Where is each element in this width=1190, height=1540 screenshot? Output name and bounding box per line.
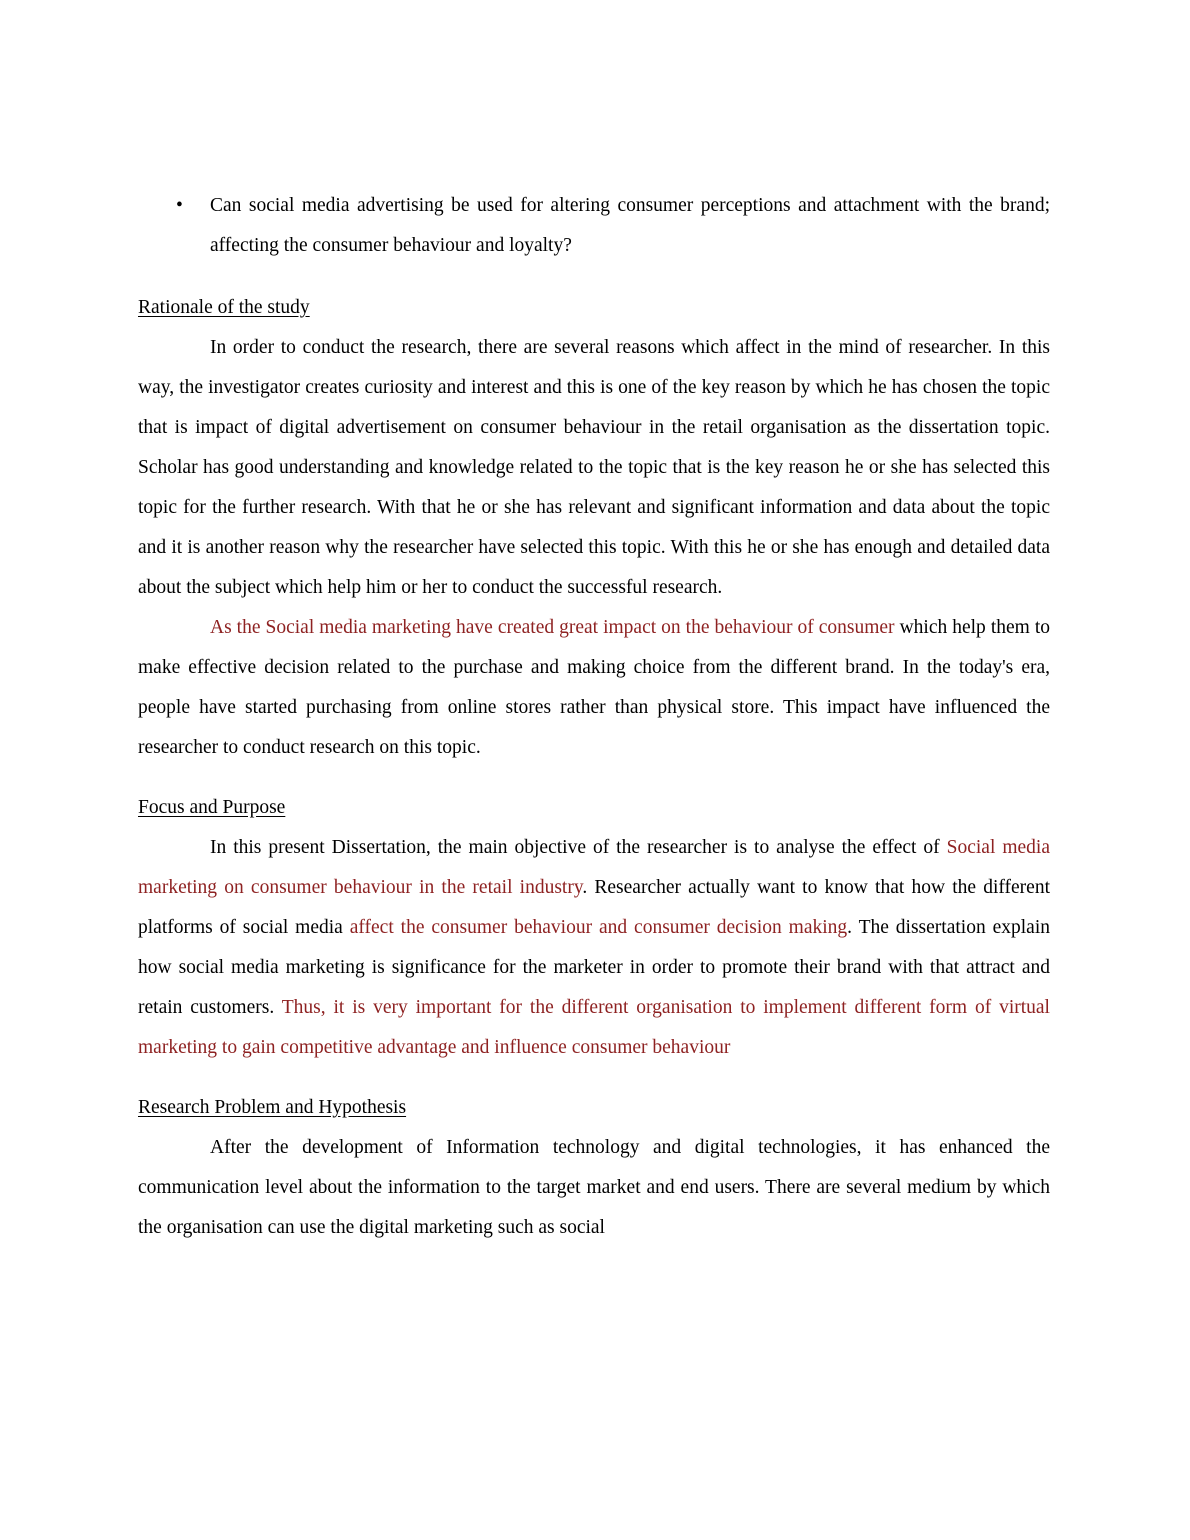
list-item: • Can social media advertising be used for altering consumer perceptions and attachment with the brand; affecting the consumer behaviour and loyalty? — [138, 186, 1050, 266]
paragraph-focus-1 — [138, 828, 1050, 1068]
research-question-list — [138, 186, 1050, 266]
paragraph-problem-1 — [138, 1128, 1050, 1248]
highlighted-text-run: Thus, it is very important for the different organisation to implement different form of virtual marketing to gain competitive advantage and influence consumer behaviour — [138, 997, 1050, 1058]
highlighted-text-run: As the Social media marketing have created great impact on the behaviour of consumer — [210, 617, 895, 638]
spacer — [138, 266, 1050, 268]
text-run: In this present Dissertation, the main objective of the researcher is to analyse the effect of — [210, 837, 947, 858]
text-run: . Researcher actually want to know that how the different platforms of social media — [138, 877, 1050, 938]
text-run: which help them to make effective decision related to the purchase and making choice from the different brand. In the today's era, people have started purchasing from online stores rather than physical store. This impact have influenced the researcher to conduct research on this topic. — [138, 617, 1050, 758]
text-run: In order to conduct the research, there are several reasons which affect in the mind of researcher. In this way, the investigator creates curiosity and interest and this is one of the key reason by which he has chosen the topic that is impact of digital advertisement on consumer behaviour in the retail organisation as the dissertation topic. Scholar has good understanding and knowledge related to the topic that is the key reason he or she has selected this topic for the further research. With that he or she has relevant and significant information and data about the topic and it is another reason why the researcher have selected this topic. With this he or she has enough and detailed data about the subject which help him or her to conduct the successful research. — [138, 337, 1050, 598]
paragraph-rationale-1 — [138, 328, 1050, 608]
highlighted-text-run: Social media marketing on consumer behaviour in the retail industry — [138, 837, 1051, 898]
text-run: After the development of Information technology and digital technologies, it has enhanced the communication level about the information to the target market and end users. There are several medium by which the organisation can use the digital marketing such as social — [138, 1137, 1050, 1238]
section-heading-focus-and-purpose: Focus and Purpose — [138, 797, 286, 818]
highlighted-text-run: affect the consumer behaviour and consumer decision making — [349, 917, 848, 938]
section-heading-research-problem-and-hypothesis: Research Problem and Hypothesis — [138, 1097, 407, 1118]
section-heading-rationale: Rationale of the study — [138, 297, 310, 318]
text-run: . The dissertation explain how social media marketing is significance for the marketer in order to promote their brand with that attract and retain customers. — [138, 917, 1050, 1018]
paragraph-rationale-2 — [138, 608, 1050, 768]
page-content — [138, 186, 1050, 1248]
